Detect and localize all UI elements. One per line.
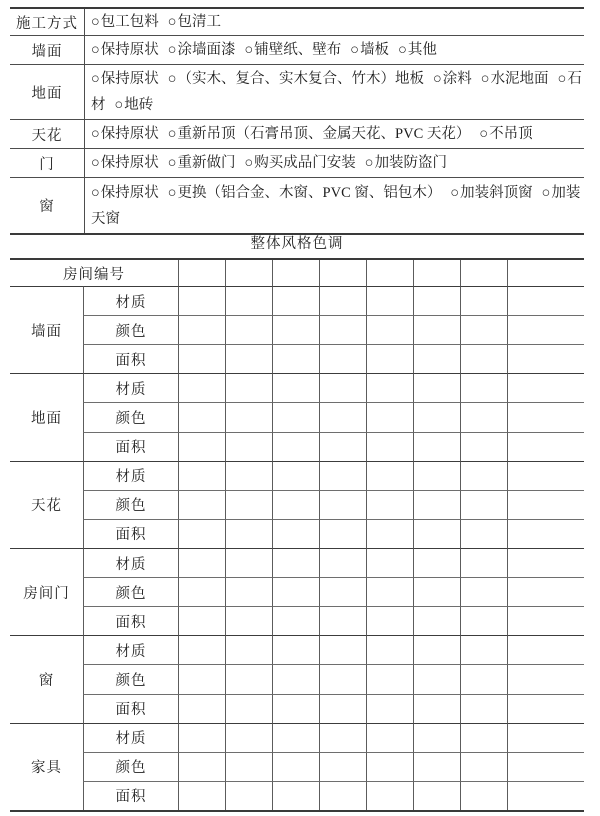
data-cell xyxy=(272,286,319,315)
data-cell xyxy=(460,781,507,810)
radio-circle-icon: ○ xyxy=(244,42,254,58)
data-cell xyxy=(225,606,272,635)
data-cell xyxy=(225,781,272,810)
options-row-content xyxy=(85,9,584,35)
data-cell xyxy=(460,344,507,373)
data-cell xyxy=(366,490,413,519)
option-label: 保持原状 xyxy=(100,126,159,142)
category-label-0: 墙面 xyxy=(10,286,83,373)
data-cell xyxy=(319,315,366,344)
data-cell xyxy=(225,286,272,315)
data-cell xyxy=(319,461,366,490)
option xyxy=(245,42,342,58)
option-label: 保持原状 xyxy=(100,155,159,171)
radio-circle-icon: ○ xyxy=(364,155,374,171)
data-cell xyxy=(319,286,366,315)
sub-row-label: 材质 xyxy=(83,373,178,402)
data-cell xyxy=(460,402,507,431)
data-cell xyxy=(272,432,319,461)
data-cell xyxy=(413,490,460,519)
data-cell xyxy=(319,402,366,431)
option xyxy=(450,185,532,201)
options-row-5 xyxy=(10,177,584,233)
option-label: 地砖 xyxy=(124,97,154,113)
data-cell xyxy=(507,373,584,402)
option-label: 加装天窗 xyxy=(91,184,581,227)
options-row-label: 地面 xyxy=(10,65,85,119)
data-cell xyxy=(460,432,507,461)
data-cell xyxy=(225,461,272,490)
data-cell xyxy=(366,519,413,548)
option-label: 包工包料 xyxy=(100,14,159,30)
option-label: 购买成品门安装 xyxy=(254,155,356,171)
option-label: 加装防盗门 xyxy=(374,155,448,171)
data-cell xyxy=(413,286,460,315)
options-row-content xyxy=(85,178,584,233)
radio-circle-icon: ○ xyxy=(91,71,100,87)
data-cell xyxy=(319,344,366,373)
data-cell xyxy=(225,373,272,402)
data-cell xyxy=(272,315,319,344)
room-number-cell xyxy=(413,260,460,286)
room-number-cell xyxy=(178,260,225,286)
option-label: 墙板 xyxy=(360,42,390,58)
data-cell xyxy=(272,344,319,373)
room-number-cell xyxy=(319,260,366,286)
room-number-cell xyxy=(225,260,272,286)
data-cell xyxy=(460,548,507,577)
option-label: 涂料 xyxy=(442,71,472,87)
data-cell xyxy=(178,315,225,344)
data-cell xyxy=(507,577,584,606)
data-cell xyxy=(272,577,319,606)
option xyxy=(168,185,442,201)
sub-row-label: 面积 xyxy=(83,781,178,810)
option-label: 重新吊顶（石膏吊顶、金属天花、PVC 天花） xyxy=(177,126,471,142)
data-cell xyxy=(319,664,366,693)
data-cell xyxy=(460,286,507,315)
data-cell xyxy=(413,664,460,693)
options-row-label: 天花 xyxy=(10,120,85,148)
sub-row-label: 材质 xyxy=(83,723,178,752)
option-label: 保持原状 xyxy=(100,42,159,58)
data-cell xyxy=(272,664,319,693)
data-cell xyxy=(366,461,413,490)
option xyxy=(91,71,159,87)
data-cell xyxy=(366,548,413,577)
data-cell xyxy=(460,461,507,490)
options-row-4 xyxy=(10,148,584,177)
radio-circle-icon: ○ xyxy=(541,184,551,201)
options-row-label: 施工方式 xyxy=(10,9,85,35)
data-cell xyxy=(272,781,319,810)
data-cell xyxy=(507,432,584,461)
sub-row-label: 面积 xyxy=(83,344,178,373)
data-cell xyxy=(460,723,507,752)
option-label: 更换（铝合金、木窗、PVC 窗、铝包木） xyxy=(177,184,442,201)
data-cell xyxy=(319,606,366,635)
data-cell xyxy=(460,635,507,664)
data-cell xyxy=(272,606,319,635)
option-label: 其他 xyxy=(407,42,437,58)
category-label-2: 天花 xyxy=(10,461,83,548)
data-cell xyxy=(225,548,272,577)
sub-row-label: 材质 xyxy=(83,286,178,315)
data-cell xyxy=(413,344,460,373)
data-cell xyxy=(366,635,413,664)
data-cell xyxy=(413,752,460,781)
data-cell xyxy=(366,344,413,373)
data-cell xyxy=(225,664,272,693)
data-cell xyxy=(178,752,225,781)
sub-row-label: 颜色 xyxy=(83,752,178,781)
radio-circle-icon: ○ xyxy=(433,71,442,87)
options-row-content xyxy=(85,120,584,148)
sub-row-label: 面积 xyxy=(83,519,178,548)
option-label: 铺壁纸、壁布 xyxy=(254,42,342,58)
data-cell xyxy=(272,548,319,577)
option xyxy=(365,155,447,171)
radio-circle-icon: ○ xyxy=(167,71,177,87)
data-cell xyxy=(460,490,507,519)
category-label-5: 家具 xyxy=(10,723,83,810)
option xyxy=(479,126,532,142)
options-row-content xyxy=(85,65,584,119)
data-cell xyxy=(507,519,584,548)
data-cell xyxy=(319,723,366,752)
option xyxy=(398,42,437,58)
data-cell xyxy=(413,432,460,461)
sub-row-label: 面积 xyxy=(83,694,178,723)
data-cell xyxy=(507,402,584,431)
data-cell xyxy=(225,519,272,548)
data-cell xyxy=(507,606,584,635)
sub-row-label: 颜色 xyxy=(83,664,178,693)
options-row-3 xyxy=(10,119,584,148)
data-cell xyxy=(413,461,460,490)
style-color-table xyxy=(10,258,584,812)
data-cell xyxy=(413,402,460,431)
room-number-cell xyxy=(460,260,507,286)
category-label-3: 房间门 xyxy=(10,548,83,635)
option xyxy=(245,155,356,171)
data-cell xyxy=(272,373,319,402)
option xyxy=(91,155,159,171)
radio-circle-icon: ○ xyxy=(91,184,100,201)
data-cell xyxy=(366,606,413,635)
data-cell xyxy=(319,490,366,519)
sub-row-label: 颜色 xyxy=(83,490,178,519)
data-cell xyxy=(178,723,225,752)
data-cell xyxy=(178,432,225,461)
data-cell xyxy=(319,752,366,781)
radio-circle-icon: ○ xyxy=(91,126,100,142)
data-cell xyxy=(178,461,225,490)
option xyxy=(168,14,221,30)
data-cell xyxy=(272,519,319,548)
data-cell xyxy=(507,461,584,490)
radio-circle-icon: ○ xyxy=(350,42,360,58)
data-cell xyxy=(460,664,507,693)
data-cell xyxy=(460,606,507,635)
radio-circle-icon: ○ xyxy=(91,14,100,30)
data-cell xyxy=(366,664,413,693)
data-cell xyxy=(178,577,225,606)
sub-row-label: 面积 xyxy=(83,606,178,635)
options-row-1 xyxy=(10,35,584,64)
radio-circle-icon: ○ xyxy=(480,71,490,87)
data-cell xyxy=(460,694,507,723)
data-cell xyxy=(366,432,413,461)
data-cell xyxy=(413,606,460,635)
sub-row-label: 颜色 xyxy=(83,315,178,344)
data-cell xyxy=(507,723,584,752)
option-label: 石材 xyxy=(91,71,582,113)
data-cell xyxy=(319,694,366,723)
data-cell xyxy=(225,694,272,723)
sub-row-label: 颜色 xyxy=(83,577,178,606)
radio-circle-icon: ○ xyxy=(450,184,460,201)
option xyxy=(115,97,154,113)
option xyxy=(433,71,472,87)
data-cell xyxy=(225,432,272,461)
data-cell xyxy=(460,752,507,781)
data-cell xyxy=(366,315,413,344)
data-cell xyxy=(366,694,413,723)
data-cell xyxy=(413,519,460,548)
radio-circle-icon: ○ xyxy=(167,126,177,142)
room-number-header: 房间编号 xyxy=(63,266,125,283)
data-cell xyxy=(272,490,319,519)
option-label: （实木、复合、实木复合、竹木）地板 xyxy=(177,71,425,87)
option-label: 不吊顶 xyxy=(489,126,533,142)
data-cell xyxy=(507,315,584,344)
data-cell xyxy=(272,461,319,490)
data-cell xyxy=(366,752,413,781)
option xyxy=(91,42,159,58)
data-cell xyxy=(507,752,584,781)
data-cell xyxy=(507,694,584,723)
data-cell xyxy=(178,286,225,315)
options-row-2 xyxy=(10,64,584,119)
sub-row-label: 面积 xyxy=(83,432,178,461)
option-label: 加装斜顶窗 xyxy=(460,184,533,201)
data-cell xyxy=(319,781,366,810)
data-cell xyxy=(178,402,225,431)
data-cell xyxy=(178,635,225,664)
data-cell xyxy=(319,635,366,664)
radio-circle-icon: ○ xyxy=(91,155,100,171)
data-cell xyxy=(272,635,319,664)
data-cell xyxy=(366,577,413,606)
data-cell xyxy=(178,694,225,723)
data-cell xyxy=(507,344,584,373)
option xyxy=(91,14,159,30)
option xyxy=(91,126,159,142)
data-cell xyxy=(178,606,225,635)
options-row-label: 墙面 xyxy=(10,36,85,64)
data-cell xyxy=(413,781,460,810)
data-cell xyxy=(225,344,272,373)
option xyxy=(168,126,471,142)
options-row-0 xyxy=(10,9,584,35)
data-cell xyxy=(507,548,584,577)
option-label: 保持原状 xyxy=(100,184,159,201)
data-cell xyxy=(413,373,460,402)
option xyxy=(168,71,424,87)
data-cell xyxy=(225,723,272,752)
section-title: 整体风格色调 xyxy=(250,235,344,252)
option-label: 水泥地面 xyxy=(490,71,549,87)
data-cell xyxy=(178,490,225,519)
sub-row-label: 材质 xyxy=(83,461,178,490)
radio-circle-icon: ○ xyxy=(398,42,407,58)
option xyxy=(91,185,159,201)
data-cell xyxy=(272,752,319,781)
data-cell xyxy=(460,373,507,402)
data-cell xyxy=(413,315,460,344)
data-cell xyxy=(225,635,272,664)
data-cell xyxy=(413,577,460,606)
radio-circle-icon: ○ xyxy=(167,184,177,201)
data-cell xyxy=(178,373,225,402)
data-cell xyxy=(507,490,584,519)
radio-circle-icon: ○ xyxy=(557,71,567,87)
data-cell xyxy=(272,402,319,431)
options-row-content xyxy=(85,36,584,64)
sub-row-label: 材质 xyxy=(83,635,178,664)
sub-row-label: 颜色 xyxy=(83,402,178,431)
option xyxy=(168,42,236,58)
data-cell xyxy=(178,781,225,810)
options-row-label: 门 xyxy=(10,149,85,177)
data-cell xyxy=(225,402,272,431)
data-cell xyxy=(413,548,460,577)
data-cell xyxy=(319,519,366,548)
options-row-content xyxy=(85,149,584,177)
data-cell xyxy=(225,315,272,344)
data-cell xyxy=(460,577,507,606)
data-cell xyxy=(366,373,413,402)
radio-circle-icon: ○ xyxy=(479,126,489,142)
construction-options-table xyxy=(10,7,584,235)
room-number-cell xyxy=(507,260,584,286)
data-cell xyxy=(413,694,460,723)
data-cell xyxy=(178,664,225,693)
data-cell xyxy=(366,402,413,431)
category-label-4: 窗 xyxy=(10,635,83,722)
data-cell xyxy=(507,286,584,315)
data-cell xyxy=(366,723,413,752)
data-cell xyxy=(413,635,460,664)
data-cell xyxy=(272,694,319,723)
data-cell xyxy=(319,432,366,461)
data-cell xyxy=(507,664,584,693)
radio-circle-icon: ○ xyxy=(91,42,100,58)
data-cell xyxy=(413,723,460,752)
data-cell xyxy=(178,519,225,548)
category-label-1: 地面 xyxy=(10,373,83,460)
data-cell xyxy=(225,577,272,606)
option xyxy=(350,42,389,58)
room-number-cell xyxy=(272,260,319,286)
options-row-label: 窗 xyxy=(10,178,85,233)
data-cell xyxy=(225,490,272,519)
sub-row-label: 材质 xyxy=(83,548,178,577)
data-cell xyxy=(319,548,366,577)
data-cell xyxy=(178,548,225,577)
data-cell xyxy=(507,781,584,810)
data-cell xyxy=(272,723,319,752)
data-cell xyxy=(460,315,507,344)
data-cell xyxy=(319,577,366,606)
option-label: 包清工 xyxy=(177,14,222,30)
option-label: 涂墙面漆 xyxy=(177,42,236,58)
option-label: 重新做门 xyxy=(177,155,236,171)
option-label: 保持原状 xyxy=(100,71,159,87)
radio-circle-icon: ○ xyxy=(244,155,254,171)
radio-circle-icon: ○ xyxy=(167,14,177,30)
data-cell xyxy=(366,781,413,810)
data-cell xyxy=(460,519,507,548)
room-number-cell xyxy=(366,260,413,286)
data-cell xyxy=(178,344,225,373)
option xyxy=(168,155,236,171)
data-cell xyxy=(319,373,366,402)
data-cell xyxy=(507,635,584,664)
radio-circle-icon: ○ xyxy=(167,155,177,171)
option xyxy=(481,71,549,87)
data-cell xyxy=(225,752,272,781)
data-cell xyxy=(366,286,413,315)
radio-circle-icon: ○ xyxy=(167,42,177,58)
radio-circle-icon: ○ xyxy=(114,97,124,113)
